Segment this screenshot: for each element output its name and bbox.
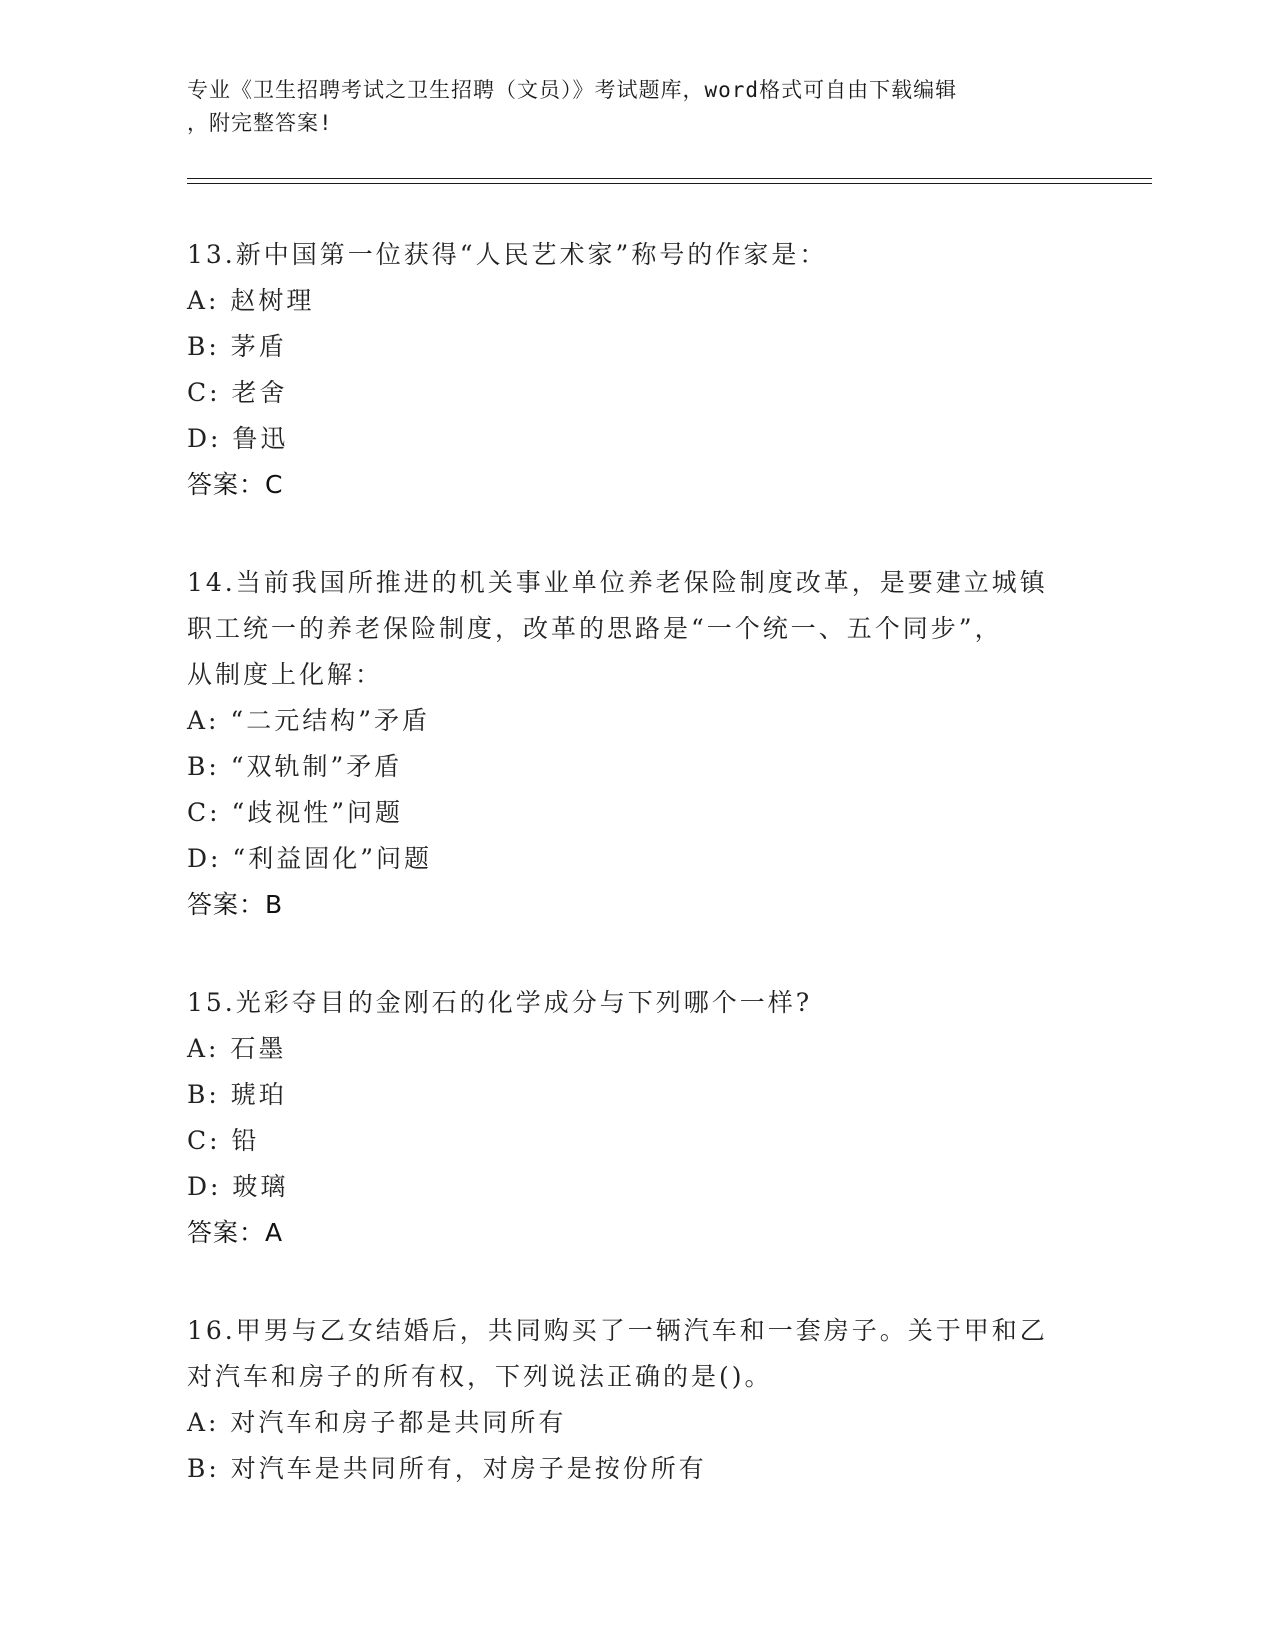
question-text: 对汽车和房子的所有权，下列说法正确的是()。 xyxy=(187,1362,773,1391)
option-a: A: 石墨 xyxy=(187,1034,287,1063)
question-text: 从制度上化解： xyxy=(187,660,384,689)
question-text: 职工统一的养老保险制度，改革的思路是“一个统一、五个同步”， xyxy=(187,614,1003,643)
option-d: D: 鲁迅 xyxy=(187,424,289,453)
question-text: 16.甲男与乙女结婚后，共同购买了一辆汽车和一套房子。关于甲和乙 xyxy=(187,1316,1048,1345)
option-c: C: “歧视性”问题 xyxy=(187,798,404,827)
option-a: A: 对汽车和房子都是共同所有 xyxy=(187,1408,567,1437)
header-divider-bottom xyxy=(187,183,1152,184)
document-header xyxy=(187,74,1087,140)
option-b: B: 琥珀 xyxy=(187,1080,287,1109)
question-14 xyxy=(187,560,1087,928)
header-divider-top xyxy=(187,178,1152,179)
option-b: B: 茅盾 xyxy=(187,332,287,361)
answer-line: 答案：B xyxy=(187,890,284,919)
answer-line: 答案：A xyxy=(187,1218,284,1247)
option-b: B: 对汽车是共同所有，对房子是按份所有 xyxy=(187,1454,707,1483)
question-text: 13.新中国第一位获得“人民艺术家”称号的作家是： xyxy=(187,240,828,269)
question-16 xyxy=(187,1308,1087,1492)
question-text: 15.光彩夺目的金刚石的化学成分与下列哪个一样? xyxy=(187,988,813,1017)
question-15 xyxy=(187,980,1087,1256)
option-d: D: “利益固化”问题 xyxy=(187,844,432,873)
option-c: C: 铅 xyxy=(187,1126,260,1155)
option-b: B: “双轨制”矛盾 xyxy=(187,752,403,781)
question-text: 14.当前我国所推进的机关事业单位养老保险制度改革，是要建立城镇 xyxy=(187,568,1048,597)
option-c: C: 老舍 xyxy=(187,378,288,407)
option-a: A: 赵树理 xyxy=(187,286,315,315)
option-a: A: “二元结构”矛盾 xyxy=(187,706,430,735)
header-line-1: 专业《卫生招聘考试之卫生招聘（文员）》考试题库，word格式可自由下载编辑 xyxy=(187,78,958,102)
question-list xyxy=(187,232,1087,1544)
header-line-2: ，附完整答案! xyxy=(187,111,333,135)
question-13 xyxy=(187,232,1087,508)
option-d: D: 玻璃 xyxy=(187,1172,289,1201)
answer-line: 答案：C xyxy=(187,470,284,499)
